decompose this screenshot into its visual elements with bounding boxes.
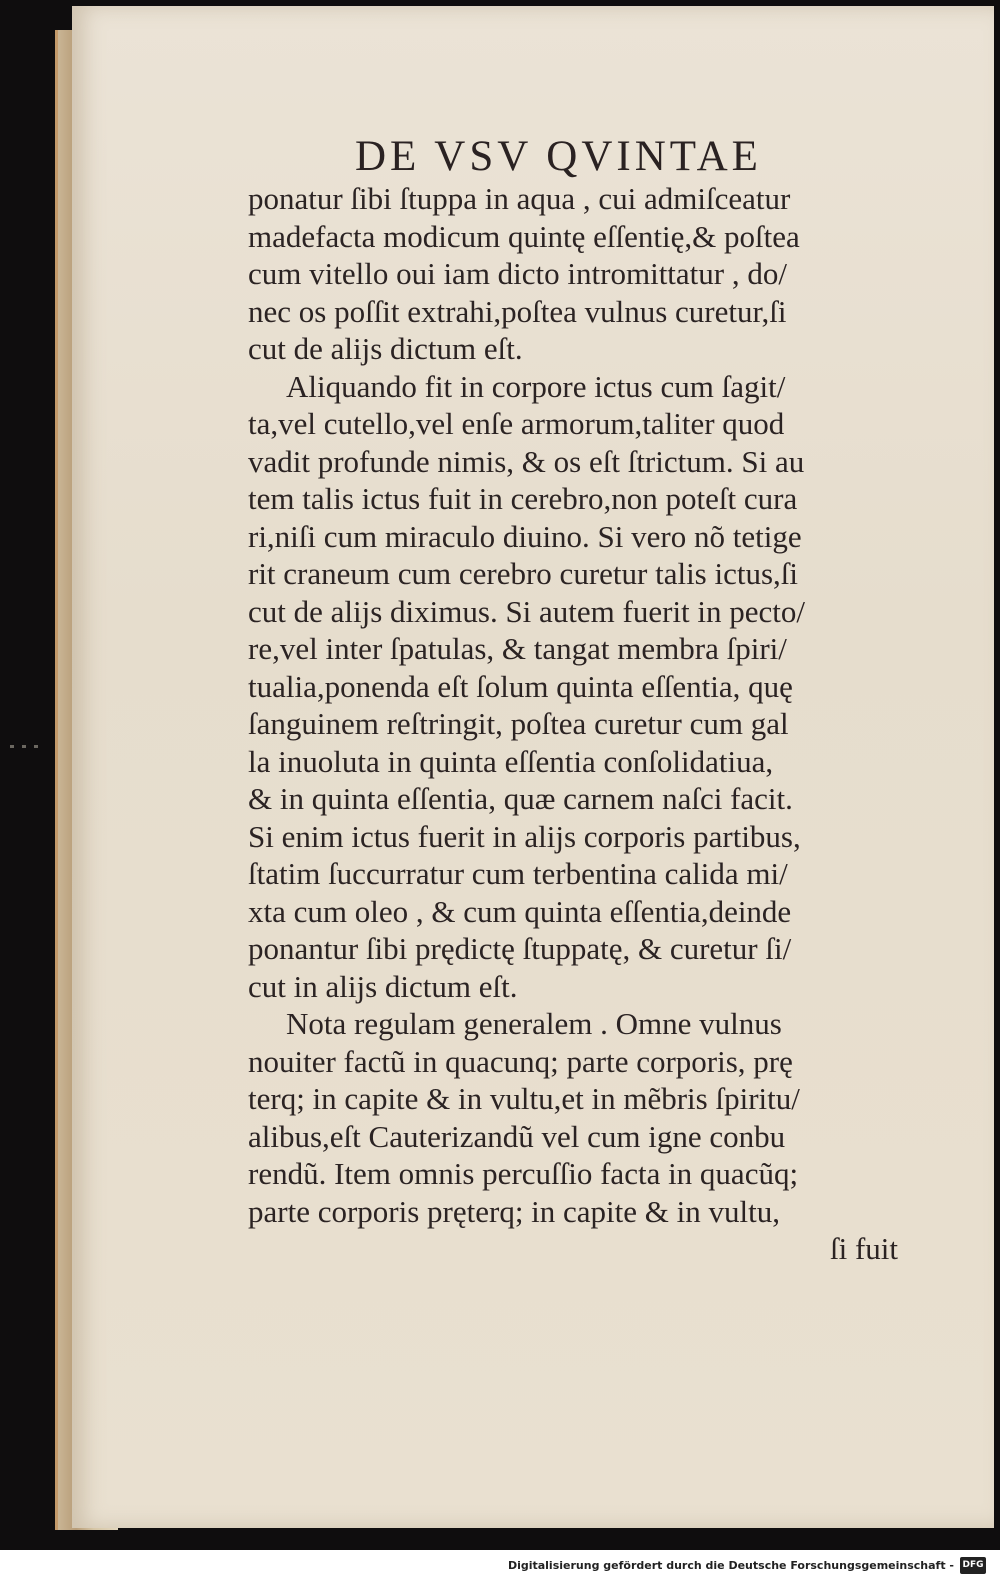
- text-line: ri,niſi cum miraculo diuino. Si vero nõ tetige: [248, 518, 802, 554]
- text-line: rit craneum cum cerebro curetur talis ictus,ſi: [248, 556, 799, 591]
- text-line: xta cum oleo , & cum quinta eſſentia,deinde: [248, 893, 792, 929]
- dfg-logo: DFG: [960, 1557, 986, 1574]
- text-line: Si enim ictus fuerit in alijs corporis partibus,: [248, 818, 801, 854]
- footer-bar: [0, 1550, 1000, 1583]
- text-line: tualia,ponenda eſt ſolum quinta eſſentia, quę: [248, 668, 793, 704]
- running-head: DE VSV QVINTAE: [355, 133, 762, 180]
- text-line: vadit profunde nimis, & os eſt ſtrictum. Si au: [248, 443, 805, 479]
- text-line: parte corporis pręterq; in capite & in vultu,: [248, 1193, 780, 1229]
- text-line: cut de alijs dictum eſt.: [248, 331, 523, 366]
- text-line: ſanguinem reſtringit, poſtea curetur cum gal: [248, 706, 789, 741]
- text-line: tem talis ictus fuit in cerebro,non poteſt cura: [248, 481, 798, 516]
- text-line: re,vel inter ſpatulas, & tangat membra ſpiri/: [248, 631, 787, 666]
- text-line: la inuoluta in quinta eſſentia conſolidatiua,: [248, 743, 774, 779]
- text-line: & in quinta eſſentia, quæ carnem naſci facit.: [248, 781, 793, 816]
- body-text: [248, 180, 898, 1268]
- text-line: madefacta modicum quintę eſſentię,& poſtea: [248, 218, 800, 254]
- text-line: cut in alijs dictum eſt.: [248, 968, 518, 1004]
- text-line: rendũ. Item omnis percuſſio facta in quacũq;: [248, 1156, 799, 1191]
- text-line: ſtatim ſuccurratur cum terbentina calida mi/: [248, 856, 788, 891]
- text-line: cum vitello oui iam dicto intromittatur , do/: [248, 256, 787, 291]
- text-line: ponatur ſibi ſtuppa in aqua , cui admiſceatur: [248, 181, 791, 216]
- text-line: Aliquando fit in corpore ictus cum ſagit/: [286, 368, 786, 404]
- text-line: ponantur ſibi prędictę ſtuppatę, & curetur ſi/: [248, 931, 792, 966]
- text-line: terq; in capite & in vultu,et in mẽbris ſpiritu/: [248, 1081, 800, 1116]
- text-line: nec os poſſit extrahi,poſtea vulnus curetur,ſi: [248, 293, 787, 329]
- margin-marks: [10, 735, 50, 743]
- text-line: Nota regulam generalem . Omne vulnus: [286, 1006, 782, 1041]
- footer-credit: Digitalisierung gefördert durch die Deutsche Forschungsgemeinschaft -: [507, 1559, 954, 1572]
- text-line: ta,vel cutello,vel enſe armorum,taliter quod: [248, 406, 785, 441]
- text-line: cut de alijs diximus. Si autem fuerit in pecto/: [248, 593, 806, 629]
- catchword: ſi fuit: [829, 1231, 898, 1266]
- text-line: nouiter factũ in quacunq; parte corporis, prę: [248, 1043, 793, 1079]
- text-line: alibus,eſt Cauterizandũ vel cum igne conbu: [248, 1118, 786, 1154]
